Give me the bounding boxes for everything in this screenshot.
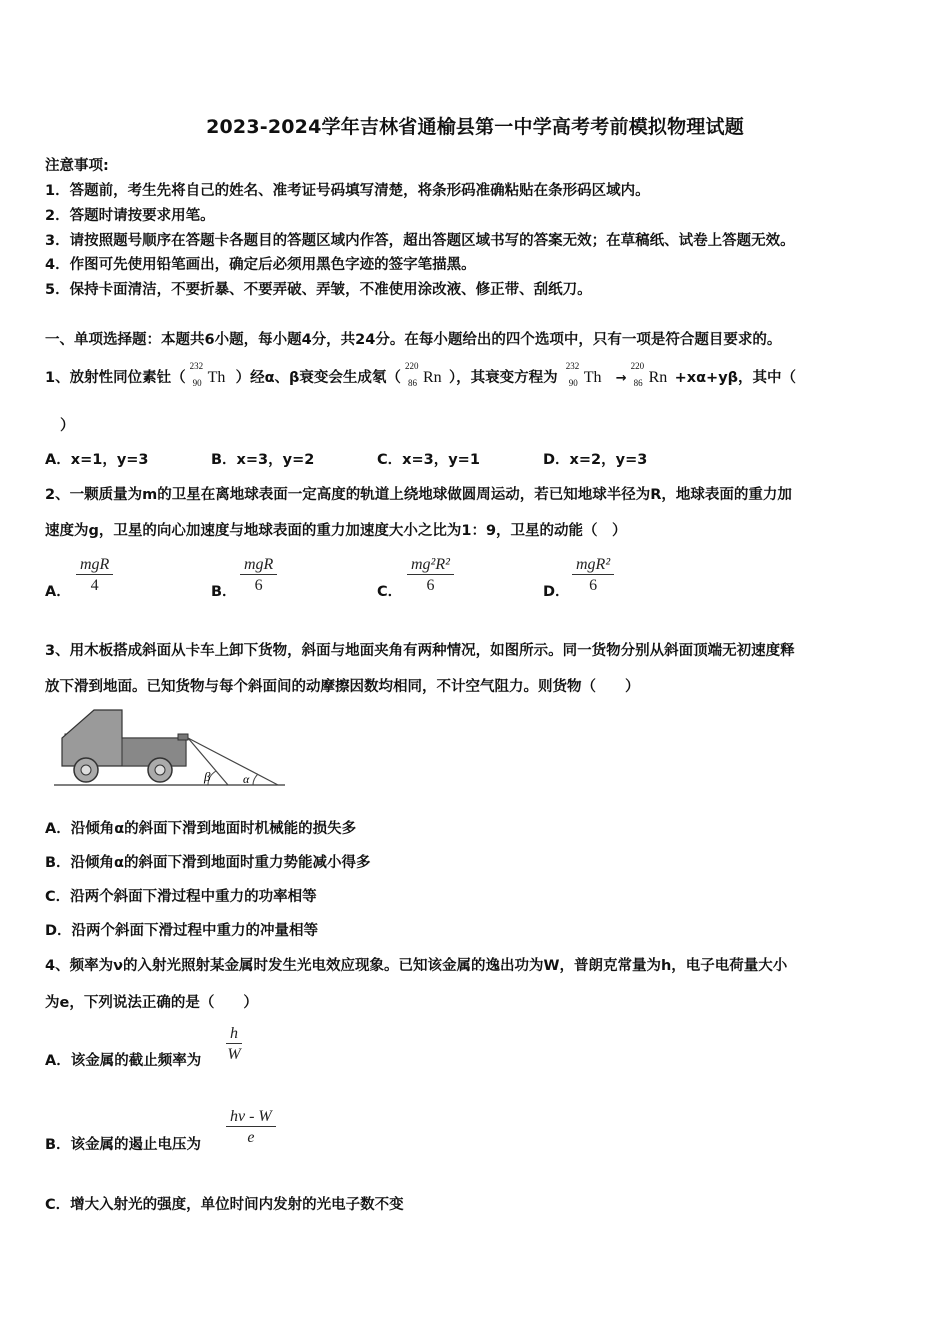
q2-option-c-fraction: $\frac{\text{mg²R²}}{6}$ (407, 556, 454, 595)
q2-option-d-label: D． (543, 584, 570, 600)
q4-option-b-fraction: $\frac{h\nu - W}{e}$ (226, 1108, 276, 1147)
q2-option-a-label: A． (45, 584, 71, 600)
beta-label: β (204, 769, 211, 784)
q3-option-a: A．沿倾角α的斜面下滑到地面时机械能的损失多 (45, 821, 357, 837)
thorium-symbol: 232 90 Th (189, 361, 226, 388)
question-2: 2、一颗质量为m的卫星在离地球表面一定高度的轨道上绕地球做圆周运动，若已知地球半径为R，地球表面的重力加 (45, 487, 792, 503)
page-title: 2023-2024学年吉林省通榆县第一中学高考考前模拟物理试题 (206, 116, 744, 138)
q1-option-b: B．x=3，y=2 (211, 452, 315, 468)
q1-option-c: C．x=3，y=1 (377, 452, 480, 468)
q4-option-c: C．增大入射光的强度，单位时间内发射的光电子数不变 (45, 1197, 404, 1213)
q2-option-d-fraction: mgR² 6 (572, 556, 614, 595)
q3-option-d: D．沿两个斜面下滑过程中重力的冲量相等 (45, 923, 319, 939)
q4-option-a: A．该金属的截止频率为 (45, 1053, 202, 1069)
alpha-label: α (243, 772, 250, 786)
wheel-hub (155, 765, 165, 775)
q4-option-a-fraction: $\frac{h}{W}$ (227, 1025, 241, 1063)
q2-option-b-fraction: mgR 6 (240, 556, 277, 595)
notice-item: 5．保持卡面清洁，不要折暴、不要弄破、弄皱，不准使用涂改液、修正带、刮纸刀。 (45, 282, 592, 298)
section-heading: 一、单项选择题：本题共6小题，每小题4分，共24分。在每小题给出的四个选项中，只有一项是符合题目要求的。 (45, 332, 782, 348)
q1-option-d: D．x=2，y=3 (543, 452, 648, 468)
question-3: 3、用木板搭成斜面从卡车上卸下货物，斜面与地面夹角有两种情况，如图所示。同一货物分别从斜面顶端无初速度释 (45, 643, 795, 659)
radon-symbol: 220 86 Rn (404, 361, 442, 388)
q1-text: ）经α、β衰变会生成氡（ (235, 370, 401, 386)
wheel-hub (81, 765, 91, 775)
truck-tailgate (178, 734, 188, 740)
question-3-line2: 放下滑到地面。已知货物与每个斜面间的动摩擦因数均相同，不计空气阻力。则货物（ ） (45, 679, 640, 695)
question-4: 4、频率为ν的入射光照射某金属时发生光电效应现象。已知该金属的逸出功为W，普朗克常量为h，电子电荷量大小 (45, 958, 788, 974)
q2-option-b-label: B． (211, 584, 237, 600)
truck-ramp-figure (50, 704, 290, 794)
arrow-icon: → (615, 371, 627, 386)
q2-option-a-fraction: mgR 4 (76, 556, 113, 595)
angle-arc-alpha (253, 774, 258, 785)
notice-item: 1．答题前，考生先将自己的姓名、准考证号码填写清楚，将条形码准确粘贴在条形码区域内。 (45, 183, 650, 199)
shallow-ramp (188, 738, 278, 785)
notice-item: 2．答题时请按要求用笔。 (45, 208, 215, 224)
q4-option-b: B．该金属的遏止电压为 (45, 1137, 202, 1153)
q3-option-c: C．沿两个斜面下滑过程中重力的功率相等 (45, 889, 317, 905)
thorium-symbol: 232 90 Th (565, 361, 602, 388)
question-2-line2: 速度为g，卫星的向心加速度与地球表面的重力加速度大小之比为1：9，卫星的动能（ ） (45, 523, 627, 539)
notice-heading: 注意事项: (45, 158, 109, 174)
q1-text: 1、放射性同位素钍（ (45, 370, 186, 386)
notice-item: 4．作图可先使用铅笔画出，确定后必须用黑色字迹的签字笔描黑。 (45, 257, 476, 273)
q1-option-a: A．x=1，y=3 (45, 452, 149, 468)
q1-text: +xα+yβ，其中（ (674, 370, 797, 386)
question-4-line2: 为e，下列说法正确的是（ ） (45, 995, 258, 1011)
notice-item: 3．请按照题号顺序在答题卡各题目的答题区域内作答，超出答题区域书写的答案无效；在草稿纸、试卷上答题无效。 (45, 233, 795, 249)
q2-option-c-label: C． (377, 584, 403, 600)
q1-continuation: ） (60, 418, 75, 434)
q3-option-b: B．沿倾角α的斜面下滑到地面时重力势能减小得多 (45, 855, 371, 871)
q1-text: ），其衰变方程为 (448, 370, 558, 386)
question-1 (45, 361, 797, 388)
radon-symbol: 220 86 Rn (630, 361, 668, 388)
